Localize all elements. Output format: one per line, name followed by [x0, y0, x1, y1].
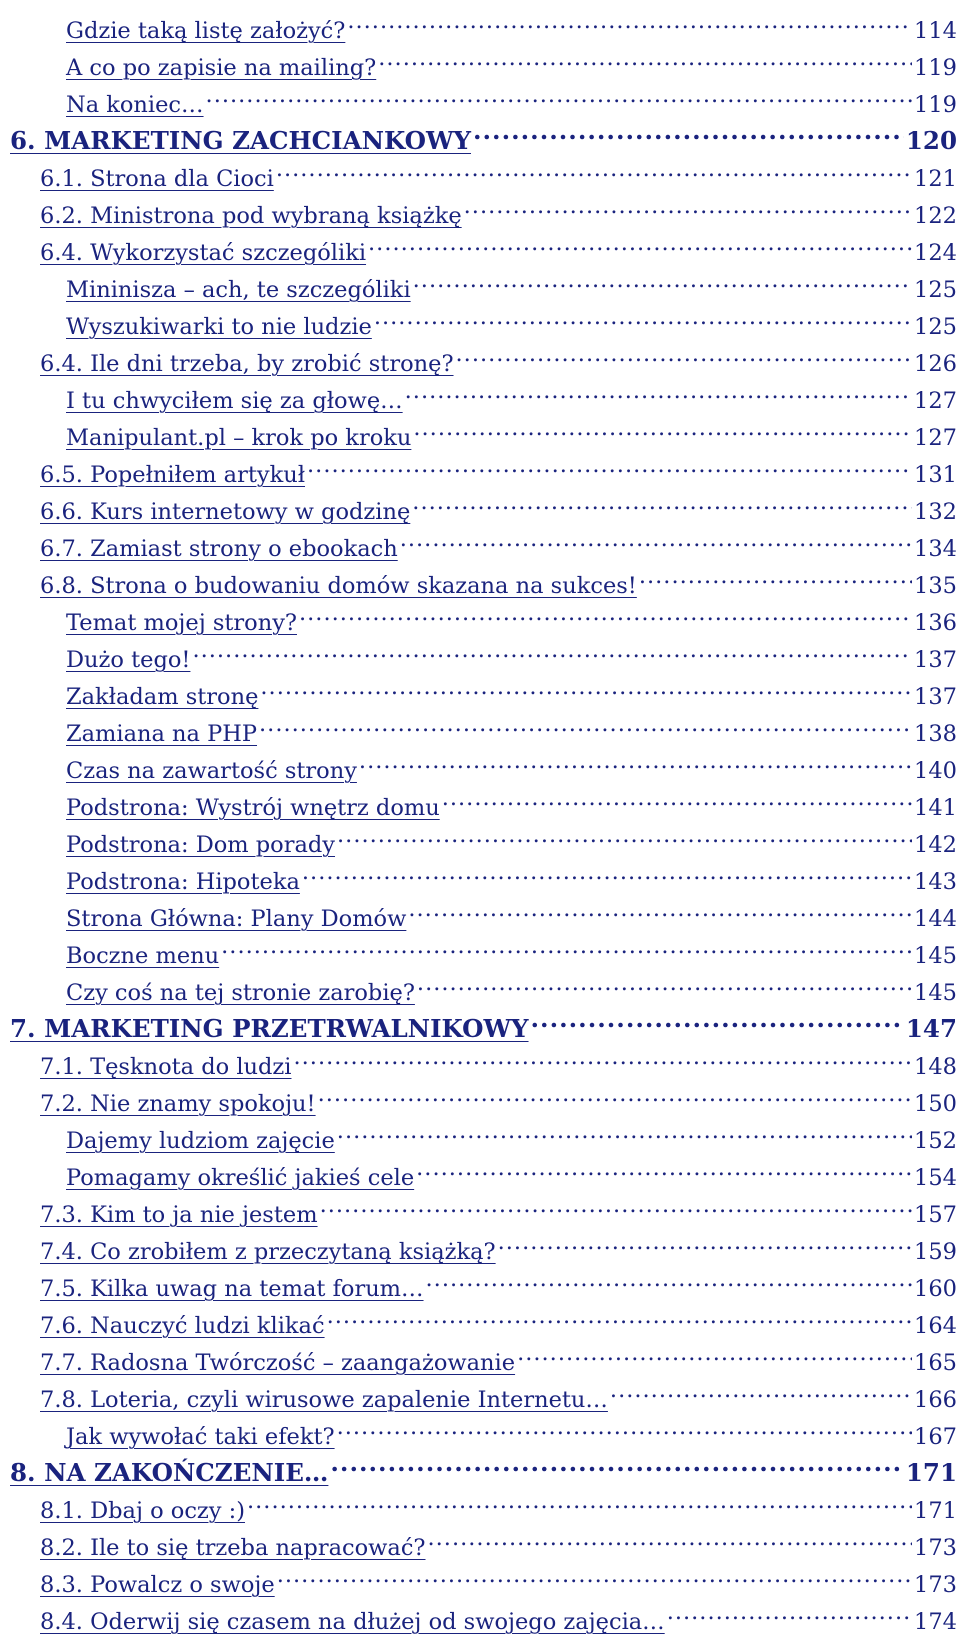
toc-page-number: 164 — [914, 1313, 957, 1339]
dot-leader — [299, 593, 912, 630]
toc-entry-link[interactable]: Zakładam stronę — [66, 684, 259, 710]
toc-entry-link[interactable]: Pomagamy określić jakieś cele — [66, 1165, 415, 1191]
toc-entry-link[interactable]: Podstrona: Wystrój wnętrz domu — [66, 795, 440, 821]
dot-leader — [247, 1481, 912, 1518]
dot-leader — [464, 186, 912, 223]
toc-page-number: 131 — [914, 462, 957, 488]
dot-leader — [531, 1000, 904, 1037]
toc-page-number: 124 — [914, 240, 957, 266]
toc-page-number: 150 — [914, 1091, 957, 1117]
toc-entry-link[interactable]: 6.4. Ile dni trzeba, by zrobić stronę? — [40, 351, 454, 377]
toc-entry-link[interactable]: Jak wywołać taki efekt? — [66, 1424, 335, 1450]
toc-entry-link[interactable]: 8.4. Oderwij się czasem na dłużej od swojego zajęcia… — [40, 1609, 665, 1635]
dot-leader — [221, 926, 912, 963]
dot-leader — [498, 1222, 912, 1259]
toc-page-number: 136 — [914, 610, 957, 636]
dot-leader — [206, 75, 913, 112]
dot-leader — [417, 963, 912, 1000]
toc-entry-link[interactable]: Strona Główna: Plany Domów — [66, 906, 407, 932]
toc-page-number: 147 — [905, 1014, 957, 1043]
dot-leader — [337, 1407, 912, 1444]
toc-page-number: 152 — [914, 1128, 957, 1154]
dot-leader — [517, 1333, 912, 1370]
toc-page-number: 135 — [914, 573, 957, 599]
toc-entry-link[interactable]: 7.5. Kilka uwag na temat forum… — [40, 1276, 424, 1302]
toc-page-number: 165 — [914, 1350, 957, 1376]
toc-page-number: 140 — [914, 758, 957, 784]
dot-leader — [307, 445, 912, 482]
dot-leader — [293, 1037, 912, 1074]
dot-leader — [473, 112, 904, 149]
dot-leader — [327, 1296, 912, 1333]
toc-entry-link[interactable]: Dużo tego! — [66, 647, 191, 673]
toc-page-number: 127 — [914, 388, 957, 414]
dot-leader — [442, 778, 912, 815]
dot-leader — [378, 38, 912, 75]
dot-leader — [347, 1, 912, 38]
toc-entry-link[interactable]: 6.4. Wykorzystać szczególiki — [40, 240, 367, 266]
toc-entry-link[interactable]: 8. NA ZAKOŃCZENIE… — [10, 1458, 329, 1487]
toc-entry-link[interactable]: 7.2. Nie znamy spokoju! — [40, 1091, 316, 1117]
dot-leader — [259, 704, 912, 741]
dot-leader — [408, 889, 912, 926]
dot-leader — [276, 149, 912, 186]
dot-leader — [400, 519, 912, 556]
dot-leader — [337, 1111, 912, 1148]
dot-leader — [374, 297, 912, 334]
toc-page-number: 159 — [914, 1239, 957, 1265]
toc-page-number: 160 — [914, 1276, 957, 1302]
toc-page-number: 174 — [914, 1609, 957, 1635]
toc-page-number: 119 — [914, 92, 957, 118]
toc-page-number: 127 — [914, 425, 957, 451]
toc-entry-link[interactable]: 6.6. Kurs internetowy w godzinę — [40, 499, 411, 525]
toc-entry-link[interactable]: A co po zapisie na mailing? — [66, 55, 377, 81]
toc-page-number: 125 — [914, 277, 957, 303]
toc-entry-link[interactable]: Podstrona: Hipoteka — [66, 869, 300, 895]
toc-entry-link[interactable]: 7.3. Kim to ja nie jestem — [40, 1202, 318, 1228]
toc-page-number: 114 — [914, 18, 957, 44]
dot-leader — [405, 371, 912, 408]
dot-leader — [318, 1074, 912, 1111]
dot-leader — [667, 1592, 912, 1629]
toc-page-number: 137 — [914, 684, 957, 710]
dot-leader — [192, 630, 912, 667]
dot-leader — [428, 1518, 913, 1555]
toc-subsection-row[interactable] — [0, 1, 960, 44]
toc-entry-link[interactable]: 7.1. Tęsknota do ludzi — [40, 1054, 292, 1080]
dot-leader — [337, 815, 912, 852]
dot-leader — [413, 408, 912, 445]
toc-entry-link[interactable]: Podstrona: Dom porady — [66, 832, 336, 858]
dot-leader — [320, 1185, 912, 1222]
toc-page-number: 144 — [914, 906, 957, 932]
toc-page-number: 119 — [914, 55, 957, 81]
toc-entry-link[interactable]: Wyszukiwarki to nie ludzie — [66, 314, 372, 340]
toc-entry-link[interactable]: Manipulant.pl – krok po kroku — [66, 425, 412, 451]
toc-entry-link[interactable]: 6.1. Strona dla Cioci — [40, 166, 274, 192]
toc-page-number: 142 — [914, 832, 957, 858]
toc-entry-link[interactable]: 8.2. Ile to się trzeba napracować? — [40, 1535, 426, 1561]
dot-leader — [639, 556, 912, 593]
toc-page-number: 137 — [914, 647, 957, 673]
dot-leader — [416, 1148, 912, 1185]
toc-page-number: 173 — [914, 1535, 957, 1561]
toc-page-number: 121 — [914, 166, 957, 192]
toc-entry-link[interactable]: Na koniec… — [66, 92, 204, 118]
toc-entry-link[interactable]: Gdzie taką listę założyć? — [66, 18, 346, 44]
toc-page-number: 134 — [914, 536, 957, 562]
toc-page-number: 126 — [914, 351, 957, 377]
dot-leader — [277, 1555, 912, 1592]
toc-entry-link[interactable]: 7. MARKETING PRZETRWALNIKOWY — [10, 1014, 529, 1043]
toc-page-number: 138 — [914, 721, 957, 747]
toc-page-number: 154 — [914, 1165, 957, 1191]
toc-entry-link[interactable]: I tu chwyciłem się za głowę… — [66, 388, 403, 414]
toc-entry-link[interactable]: 6.5. Popełniłem artykuł — [40, 462, 306, 488]
toc-page-number: 171 — [905, 1458, 957, 1487]
toc-page-number: 132 — [914, 499, 957, 525]
toc-entry-link[interactable]: 6.7. Zamiast strony o ebookach — [40, 536, 398, 562]
toc-entry-link[interactable]: Czas na zawartość strony — [66, 758, 357, 784]
toc-page-number: 143 — [914, 869, 957, 895]
dot-leader — [413, 260, 912, 297]
toc-entry-link[interactable]: Mininisza – ach, te szczególiki — [66, 277, 411, 303]
toc-page-number: 141 — [914, 795, 957, 821]
dot-leader — [359, 741, 912, 778]
dot-leader — [426, 1259, 913, 1296]
toc-page-number: 145 — [914, 980, 957, 1006]
toc-page-number: 148 — [914, 1054, 957, 1080]
dot-leader — [368, 223, 912, 260]
toc-page-number: 120 — [905, 126, 957, 155]
toc-page-number: 166 — [914, 1387, 957, 1413]
toc-page-number: 145 — [914, 943, 957, 969]
toc-entry-link[interactable]: Dajemy ludziom zajęcie — [66, 1128, 335, 1154]
dot-leader — [302, 852, 912, 889]
toc-entry-link[interactable]: Temat mojej strony? — [66, 610, 297, 636]
toc-entry-link[interactable]: 6.2. Ministrona pod wybraną książkę — [40, 203, 462, 229]
toc-entry-link[interactable]: 7.8. Loteria, czyli wirusowe zapalenie Internetu… — [40, 1387, 608, 1413]
dot-leader — [330, 1444, 903, 1481]
toc-entry-link[interactable]: 8.3. Powalcz o swoje — [40, 1572, 275, 1598]
toc-page-number: 173 — [914, 1572, 957, 1598]
toc-page-number: 167 — [914, 1424, 957, 1450]
toc-entry-link[interactable]: 8.1. Dbaj o oczy :) — [40, 1498, 245, 1524]
toc-page-number: 125 — [914, 314, 957, 340]
toc-page-number: 171 — [914, 1498, 957, 1524]
dot-leader — [456, 334, 913, 371]
toc-entry-link[interactable]: Zamiana na PHP — [66, 721, 258, 747]
toc-entry-link[interactable]: Czy coś na tej stronie zarobię? — [66, 980, 415, 1006]
toc-entry-link[interactable]: 6.8. Strona o budowaniu domów skazana na sukces! — [40, 573, 637, 599]
toc-entry-link[interactable]: 7.6. Nauczyć ludzi klikać — [40, 1313, 325, 1339]
toc-entry-link[interactable]: 7.4. Co zrobiłem z przeczytaną książką? — [40, 1239, 496, 1265]
toc-entry-link[interactable]: 6. MARKETING ZACHCIANKOWY — [10, 126, 471, 155]
toc-entry-link[interactable]: 7.7. Radosna Twórczość – zaangażowanie — [40, 1350, 516, 1376]
dot-leader — [610, 1370, 912, 1407]
toc-entry-link[interactable]: Boczne menu — [66, 943, 220, 969]
toc-page-number: 157 — [914, 1202, 957, 1228]
toc-page-number: 122 — [914, 203, 957, 229]
dot-leader — [412, 482, 912, 519]
dot-leader — [260, 667, 912, 704]
